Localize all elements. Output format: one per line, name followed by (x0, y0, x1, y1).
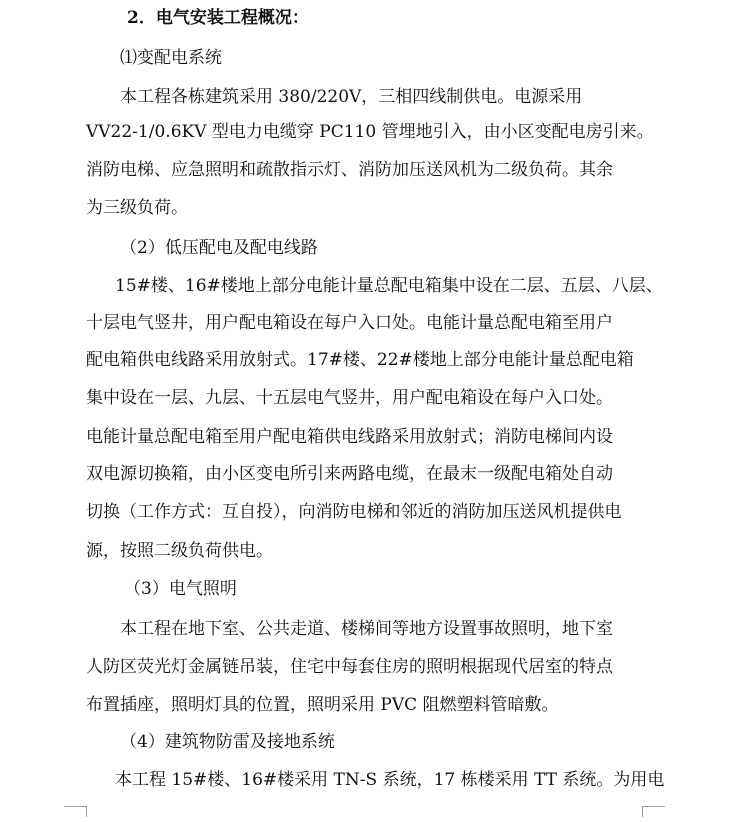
subsection-title: （4）建筑物防雷及接地系统 (120, 732, 335, 752)
paragraph-line: 本工程在地下室、公共走道、楼梯间等地方设置事故照明，地下室 (120, 619, 613, 639)
paragraph-line: 双电源切换箱，由小区变电所引来两路电缆，在最末一级配电箱处自动 (86, 464, 613, 484)
paragraph-line: 十层电气竖井，用户配电箱设在每户入口处。电能计量总配电箱至用户 (86, 313, 613, 333)
paragraph-line: 电能计量总配电箱至用户配电箱供电线路采用放射式；消防电梯间内设 (86, 427, 613, 447)
paragraph-line: 人防区荧光灯金属链吊装，住宅中每套住房的照明根据现代居室的特点 (86, 657, 613, 677)
paragraph-line: 源，按照二级负荷供电。 (86, 541, 273, 561)
section-heading: 2．电气安装工程概况： (127, 8, 309, 28)
paragraph-line: 切换（工作方式：互自投），向消防电梯和邻近的消防加压送风机提供电 (86, 502, 622, 522)
subsection-title: （3）电气照明 (124, 579, 237, 599)
subsection-title: ⑴变配电系统 (120, 48, 222, 68)
paragraph-line: 本工程各栋建筑采用 380/220V，三相四线制供电。电源采用 (120, 87, 583, 107)
paragraph-line: 配电箱供电线路采用放射式。17#楼、22#楼地上部分电能计量总配电箱 (86, 350, 634, 370)
paragraph-line: 消防电梯、应急照明和疏散指示灯、消防加压送风机为二级负荷。其余 (86, 160, 613, 180)
subsection-title: （2）低压配电及配电线路 (120, 238, 318, 258)
paragraph-line: 本工程 15#楼、16#楼采用 TN-S 系统，17 栋楼采用 TT 系统。为用电 (115, 770, 665, 790)
page-corner-mark-right (642, 806, 665, 817)
paragraph-line: 布置插座，照明灯具的位置，照明采用 PVC 阻燃塑料管暗敷。 (86, 695, 559, 715)
page-corner-mark-left (64, 806, 87, 817)
paragraph-line: 15#楼、16#楼地上部分电能计量总配电箱集中设在二层、五层、八层、 (115, 276, 663, 296)
paragraph-line: 为三级负荷。 (86, 198, 188, 218)
paragraph-line: VV22-1/0.6KV 型电力电缆穿 PC110 管埋地引入，由小区变配电房引来。 (86, 122, 654, 142)
paragraph-line: 集中设在一层、九层、十五层电气竖井，用户配电箱设在每户入口处。 (86, 388, 613, 408)
